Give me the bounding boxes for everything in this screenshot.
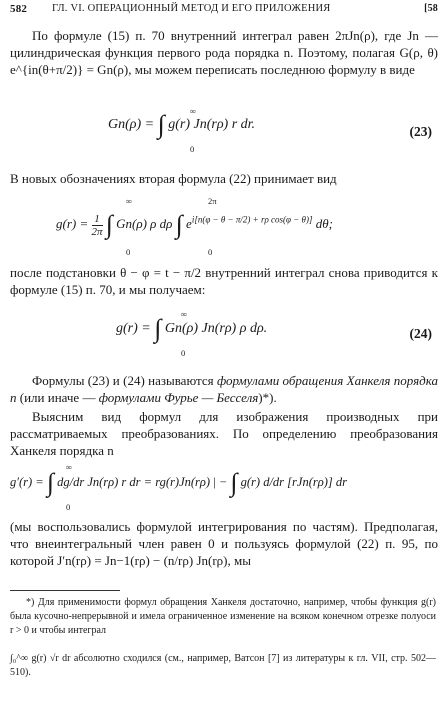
- eq24-lhs: g(r) =: [116, 321, 151, 337]
- footnote-text: *) Для применимости формул обращения Ханкеля достаточно, например, чтобы функция g(r) была кусочно-непрерывной и имела ограниченное изменение на всяком конечном отрезке полуоси r > 0 и чтобы интеграл: [10, 597, 436, 636]
- equation-derivative: g′(r) = ∫ dg/dr Jn(rρ) r dr = rg(r)Jn(rρ) | − ∫ g(r) d/dr [rJn(rρ)] dr: [10, 468, 347, 497]
- paragraph-notation: В новых обозначениях вторая формула (22) принимает вид: [10, 171, 337, 186]
- eqd-term3: g(r) d/dr [rJn(rρ)] dr: [240, 474, 347, 489]
- eq22-exponent: i[n(φ − θ − π/2) + rρ cos(φ − θ)]: [191, 214, 313, 225]
- eqd-lhs: g′(r) =: [10, 474, 44, 489]
- term-hankel: формулами обращения Ханкеля порядка n: [10, 373, 439, 405]
- eq23-lhs: Gn(ρ) =: [108, 117, 155, 133]
- integral-sign: ∫: [157, 110, 165, 139]
- paragraph-integration-by-parts: (мы воспользовались формулой интегрирования по частям). Предполагая, что внеинтегральный член равен 0 и пользуясь формулой (22) п. 95, по которой J′n(rρ) = Jn−1(rρ) − (n/rρ) Jn(rρ), мы: [10, 519, 438, 568]
- integral-sign: ∫: [230, 468, 238, 497]
- integral-sign: ∫: [175, 210, 183, 239]
- equation-24: [116, 316, 267, 342]
- running-title: ГЛ. VI. ОПЕРАЦИОННЫЙ МЕТОД И ЕГО ПРИЛОЖЕНИЯ: [52, 3, 331, 14]
- paragraph-hankel-formulas: Формулы (23) и (24) называются формулами обращения Ханкеля порядка n (или иначе — формулами Фурье — Бесселя)*).: [10, 373, 439, 405]
- integral-sign: ∫: [105, 210, 113, 239]
- right-mark: [58: [424, 3, 438, 14]
- eq23-lower-limit: 0: [190, 144, 195, 154]
- page-number: 582: [10, 3, 28, 15]
- equation-23: [108, 112, 255, 138]
- equation-number-24: (24): [409, 326, 432, 341]
- eqd-lower-limit-1: 0: [66, 502, 71, 512]
- integral-sign: ∫: [46, 468, 54, 497]
- integral-sign: ∫: [154, 314, 162, 343]
- eq23-integrand: g(r) Jn(rρ) r dr.: [168, 117, 256, 133]
- eq23-upper-limit: ∞: [190, 106, 197, 116]
- equation-inverse: g(r) = $\frac{1}{2\pi}$ ∫ Gn(ρ) ρ dρ ∫ $e^{i[n(\varphi - \theta - \pi/2) + r\rho cos(\varphi - \theta)]}$ dθ;: [56, 210, 333, 239]
- eq24-lower-limit: 0: [181, 348, 186, 358]
- eq24-upper-limit: ∞: [181, 309, 188, 319]
- footnote-continuation: ∫₀^∞ g(r) √r dr абсолютно сходился (см., например, Ватсон [7] из литературы к гл. VII, стр. 502—510).: [10, 653, 436, 678]
- eqd-term1: dg/dr Jn(rρ) r dr = rg(r)Jn(rρ): [57, 474, 211, 489]
- eq22-tail: dθ;: [315, 215, 333, 231]
- eq22-upper-limit-1: ∞: [126, 196, 133, 206]
- eq22-lower-limit-1: 0: [126, 247, 131, 257]
- fraction: $\frac{1}{2\pi}$: [91, 212, 103, 238]
- equation-number-23: (23): [409, 124, 432, 139]
- footnote-rule: [10, 590, 120, 591]
- eq22-lower-limit-2: 0: [208, 247, 213, 257]
- paragraph-derivatives: Выясним вид формул для изображения производных при рассматриваемых преобразованиях. По определению преобразования Ханкеля порядка n: [10, 409, 438, 458]
- eq24-integrand: Gn(ρ) Jn(rρ) ρ dρ.: [164, 321, 268, 337]
- paragraph-intro: По формуле (15) п. 70 внутренний интеграл равен 2πJn(ρ), где Jn — цилиндрическая функция первого рода порядка n. Поэтому, полагая G(ρ, θ) e^{in(θ+π/2)} = Gn(ρ), мы можем переписать последнюю формулу в виде: [10, 28, 438, 77]
- eqd-upper-limit-1: ∞: [66, 462, 73, 472]
- eq22-upper-limit-2: 2π: [208, 196, 217, 206]
- paragraph-substitution: после подстановки θ − φ = t − π/2 внутренний интеграл снова приводится к формуле (15) п. 70, и мы получаем:: [10, 265, 438, 297]
- eq22-part1: Gn(ρ) ρ dρ: [116, 215, 173, 231]
- term-fourier-bessel: формулами Фурье — Бесселя: [98, 390, 259, 405]
- eq22-lhs: g(r) =: [56, 215, 89, 231]
- eqd-term2: −: [218, 474, 231, 489]
